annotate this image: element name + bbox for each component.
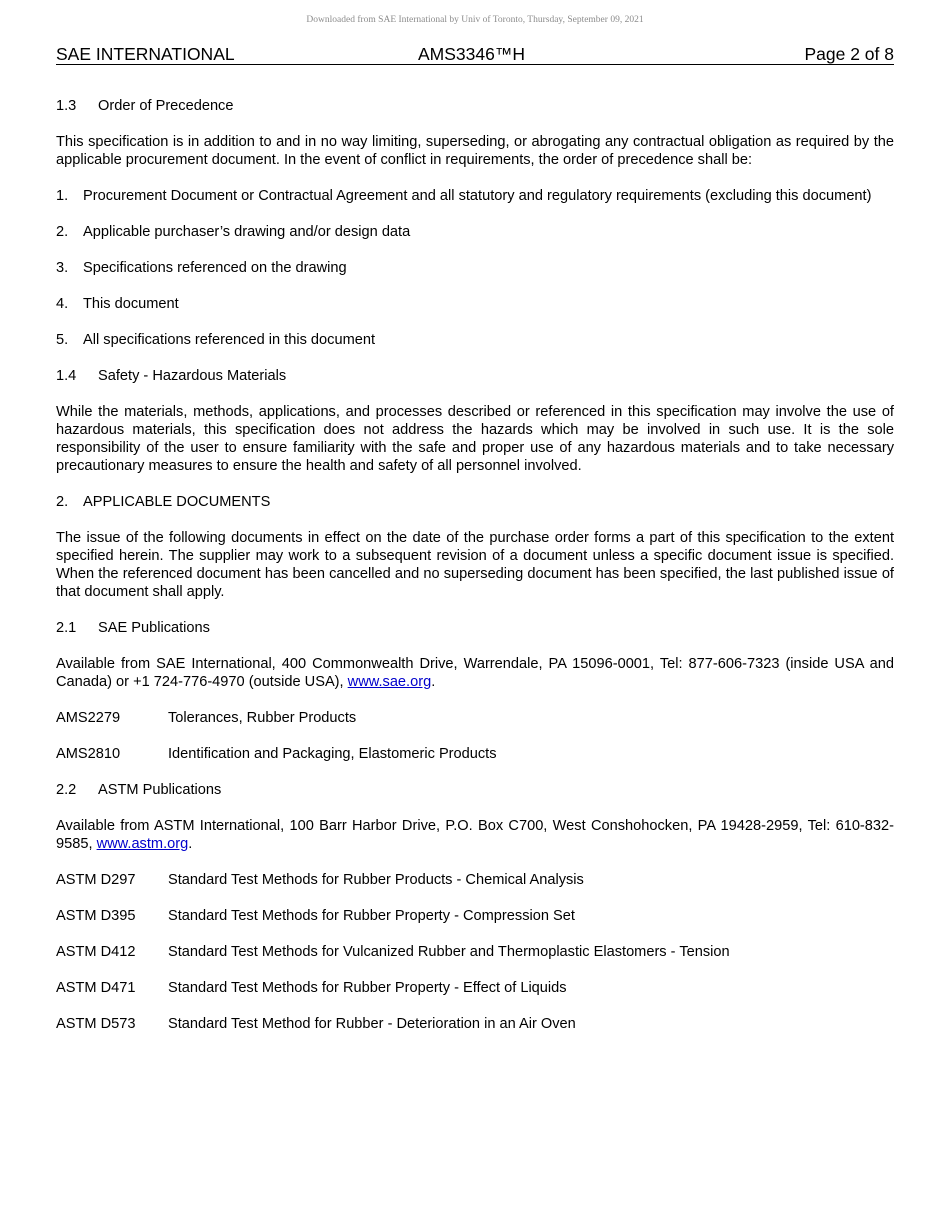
list-number: 3.: [56, 260, 69, 276]
precedence-list-item: [56, 223, 894, 241]
precedence-list-item: [56, 295, 894, 313]
reference-entry: [56, 745, 894, 763]
punctuation: .: [188, 836, 193, 852]
punctuation: .: [431, 674, 436, 690]
list-number: 4.: [56, 296, 69, 312]
reference-code: ASTM D471: [56, 980, 136, 996]
reference-title: Standard Test Methods for Rubber Products - Chemical Analysis: [168, 872, 584, 888]
reference-code: AMS2279: [56, 710, 121, 726]
reference-code: ASTM D573: [56, 1016, 136, 1032]
reference-entry: [56, 871, 894, 889]
reference-title: Tolerances, Rubber Products: [168, 710, 357, 726]
reference-code: ASTM D412: [56, 944, 136, 960]
availability-text: Available from SAE International, 400 Commonwealth Drive, Warrendale, PA 15096-0001, Tel: 877-606-7323 (inside USA and Canada) or +1 724-776-4970 (outside USA),: [56, 656, 894, 690]
precedence-list-item: [56, 259, 894, 277]
reference-entry: [56, 943, 894, 961]
list-text: This document: [83, 296, 179, 312]
applicable-documents-paragraph: The issue of the following documents in effect on the date of the purchase order forms a part of this specification to the extent specified herein. The supplier may work to a subsequent revision of a document unless a specific document issue is specified. When the referenced document has been cancelled and no superseding document has been specified, the last published issue of that document shall apply.: [56, 530, 894, 600]
reference-title: Standard Test Methods for Rubber Property - Compression Set: [168, 908, 575, 924]
section-title: Order of Precedence: [98, 98, 234, 114]
sae-availability-paragraph: [56, 655, 894, 691]
precedence-list-item: [56, 331, 894, 349]
section-title: ASTM Publications: [98, 782, 222, 798]
section-title: Safety - Hazardous Materials: [98, 368, 287, 384]
sae-website-link[interactable]: www.sae.org: [347, 674, 432, 690]
availability-text: Available from ASTM International, 100 Barr Harbor Drive, P.O. Box C700, West Conshohocken, PA 19428-2959, Tel: 610-832-9585,: [56, 818, 894, 852]
header-page-number: Page 2 of 8: [804, 44, 894, 64]
order-of-precedence-paragraph: This specification is in addition to and in no way limiting, superseding, or abrogating any contractual obligation as required by the applicable procurement document. In the event of conflict in requirements, the order of precedence shall be:: [56, 134, 894, 168]
page-header: [56, 44, 894, 65]
section-heading-2-1: [56, 619, 894, 637]
list-number: 2.: [56, 224, 69, 240]
reference-title: Standard Test Method for Rubber - Deterioration in an Air Oven: [168, 1016, 576, 1032]
section-title: APPLICABLE DOCUMENTS: [83, 494, 271, 510]
reference-entry: [56, 979, 894, 997]
list-text: Specifications referenced on the drawing: [83, 260, 347, 276]
astm-website-link[interactable]: www.astm.org: [96, 836, 189, 852]
reference-entry: [56, 709, 894, 727]
reference-title: Standard Test Methods for Vulcanized Rubber and Thermoplastic Elastomers - Tension: [168, 944, 730, 960]
precedence-list-item: [56, 187, 894, 205]
download-watermark: Downloaded from SAE International by Univ of Toronto, Thursday, September 09, 2021: [306, 15, 644, 25]
reference-entry: [56, 907, 894, 925]
header-organization: SAE INTERNATIONAL: [56, 44, 235, 64]
section-heading-2-2: [56, 781, 894, 799]
document-body: [56, 97, 894, 1051]
section-number: 2.1: [56, 620, 77, 636]
reference-title: Identification and Packaging, Elastomeric Products: [168, 746, 497, 762]
list-text: Procurement Document or Contractual Agreement and all statutory and regulatory requirements (excluding this document): [83, 188, 872, 204]
header-document-id: AMS3346™H: [418, 44, 525, 64]
list-text: Applicable purchaser’s drawing and/or design data: [83, 224, 411, 240]
reference-entry: [56, 1015, 894, 1033]
reference-code: AMS2810: [56, 746, 121, 762]
list-number: 1.: [56, 188, 69, 204]
reference-title: Standard Test Methods for Rubber Property - Effect of Liquids: [168, 980, 567, 996]
section-number: 2.2: [56, 782, 77, 798]
reference-code: ASTM D297: [56, 872, 136, 888]
astm-availability-paragraph: [56, 817, 894, 853]
section-number: 2.: [56, 494, 69, 510]
section-heading-1-4: [56, 367, 894, 385]
section-heading-1-3: [56, 97, 894, 115]
section-number: 1.4: [56, 368, 77, 384]
list-number: 5.: [56, 332, 69, 348]
section-title: SAE Publications: [98, 620, 210, 636]
reference-code: ASTM D395: [56, 908, 136, 924]
safety-paragraph: While the materials, methods, applications, and processes described or referenced in this specification may involve the use of hazardous materials, this specification does not address the hazards which may be involved in such use. It is the sole responsibility of the user to ensure familiarity with the safe and proper use of any hazardous materials and to take necessary precautionary measures to ensure the health and safety of all personnel involved.: [56, 404, 894, 474]
section-number: 1.3: [56, 98, 77, 114]
section-heading-2: [56, 493, 894, 511]
list-text: All specifications referenced in this document: [83, 332, 376, 348]
